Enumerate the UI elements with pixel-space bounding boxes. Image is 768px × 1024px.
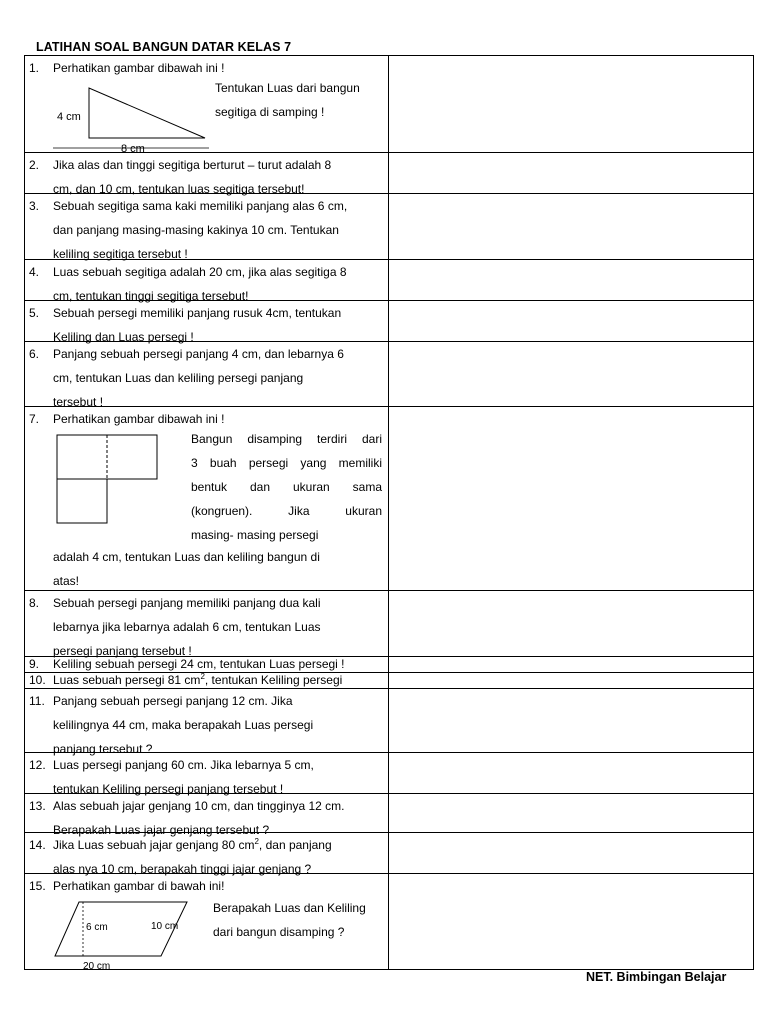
answer-cell-4[interactable] — [389, 260, 753, 300]
question-row-13 — [25, 793, 753, 837]
question-row-6 — [25, 341, 753, 409]
side-text: Berapakah Luas dan Keliling — [213, 901, 366, 915]
question-text: tersebut ! — [53, 395, 104, 409]
question-text: Perhatikan gambar dibawah ini ! — [53, 412, 225, 426]
side-text: (kongruen). Jika ukuran — [191, 504, 382, 518]
question-row-14 — [25, 832, 753, 876]
question-text: atas! — [53, 574, 80, 588]
question-number: 12. — [29, 758, 46, 772]
side-text: segitiga di samping ! — [215, 105, 325, 119]
answer-cell-10[interactable] — [389, 673, 753, 688]
question-number: 3. — [29, 199, 40, 213]
question-text: , dan panjang — [258, 838, 332, 852]
question-text: adalah 4 cm, tentukan Luas dan keliling bangun di — [53, 550, 320, 564]
question-text: tentukan Keliling persegi panjang tersebut ! — [53, 782, 284, 796]
question-text: alas nya 10 cm, berapakah tinggi jajar genjang ? — [53, 862, 312, 876]
question-text: Luas sebuah segitiga adalah 20 cm, jika alas segitiga 8 — [53, 265, 347, 279]
question-cell-5 — [25, 301, 389, 344]
answer-cell-7[interactable] — [389, 407, 753, 590]
question-text: panjang tersebut ? — [53, 742, 153, 756]
question-number: 6. — [29, 347, 40, 361]
question-cell-2 — [25, 153, 389, 196]
question-text: Sebuah persegi panjang memiliki panjang dua kali — [53, 596, 321, 610]
parallelogram-base-label: 20 cm — [83, 961, 111, 970]
answer-cell-1[interactable] — [389, 56, 753, 152]
question-row-4 — [25, 259, 753, 303]
side-text: masing- masing persegi — [191, 528, 319, 542]
question-row-1 — [25, 56, 753, 152]
question-text: Sebuah persegi memiliki panjang rusuk 4cm, tentukan — [53, 306, 342, 320]
answer-cell-13[interactable] — [389, 794, 753, 832]
question-number: 11. — [29, 694, 45, 708]
question-row-11 — [25, 688, 753, 756]
question-cell-3 — [25, 194, 389, 259]
question-row-8 — [25, 590, 753, 656]
question-text: Perhatikan gambar di bawah ini! — [53, 879, 225, 893]
question-cell-9 — [25, 657, 389, 672]
question-text: Jika alas dan tinggi segitiga berturut – turut adalah 8 — [53, 158, 332, 172]
question-number: 14. — [29, 838, 46, 852]
answer-cell-8[interactable] — [389, 591, 753, 656]
side-text: Tentukan Luas dari bangun — [215, 81, 360, 95]
question-row-10 — [25, 672, 753, 688]
question-cell-14 — [25, 833, 389, 876]
question-text: persegi panjang tersebut ! — [53, 644, 192, 658]
question-number: 10. — [29, 673, 46, 687]
question-row-15 — [25, 873, 753, 969]
question-text: Luas persegi panjang 60 cm. Jika lebarnya 5 cm, — [53, 758, 314, 772]
page-title: LATIHAN SOAL BANGUN DATAR KELAS 7 — [36, 40, 292, 54]
question-text: cm, tentukan Luas dan keliling persegi panjang — [53, 371, 304, 385]
question-cell-6 — [25, 342, 389, 409]
question-text: Keliling dan Luas persegi ! — [53, 330, 194, 344]
question-cell-11 — [25, 689, 389, 756]
question-text: Panjang sebuah persegi panjang 12 cm. Jika — [53, 694, 293, 708]
question-number: 8. — [29, 596, 40, 610]
parallelogram-side-label: 10 cm — [151, 921, 179, 932]
side-text: 3 buah persegi yang memiliki — [191, 456, 382, 470]
question-number: 1. — [29, 61, 40, 75]
question-cell-10 — [25, 673, 389, 688]
question-text: Sebuah segitiga sama kaki memiliki panjang alas 6 cm, — [53, 199, 348, 213]
triangle-figure — [53, 82, 235, 154]
question-text: Jika Luas sebuah jajar genjang 80 cm — [53, 838, 255, 852]
question-number: 4. — [29, 265, 40, 279]
question-text: Alas sebuah jajar genjang 10 cm, dan tingginya 12 cm. — [53, 799, 345, 813]
answer-cell-6[interactable] — [389, 342, 753, 406]
question-table — [24, 55, 754, 970]
question-cell-7 — [25, 407, 389, 590]
question-number: 9. — [29, 657, 40, 671]
question-row-3 — [25, 193, 753, 259]
question-number: 5. — [29, 306, 40, 320]
question-row-9 — [25, 656, 753, 672]
question-text: dan panjang masing-masing kakinya 10 cm. Tentukan — [53, 223, 339, 237]
question-number: 2. — [29, 158, 40, 172]
footer-credit: NET. Bimbingan Belajar — [586, 970, 727, 984]
answer-cell-2[interactable] — [389, 153, 753, 193]
question-cell-13 — [25, 794, 389, 837]
answer-cell-14[interactable] — [389, 833, 753, 873]
question-text: cm, tentukan tinggi segitiga tersebut! — [53, 289, 249, 303]
triangle-height-label: 4 cm — [57, 111, 81, 123]
question-row-12 — [25, 752, 753, 796]
question-row-5 — [25, 300, 753, 344]
question-number: 7. — [29, 412, 40, 426]
question-cell-15 — [25, 874, 389, 969]
question-text: lebarnya jika lebarnya adalah 6 cm, tentukan Luas — [53, 620, 321, 634]
question-row-2 — [25, 152, 753, 196]
answer-cell-3[interactable] — [389, 194, 753, 259]
side-text: Bangun disamping terdiri dari — [191, 432, 382, 446]
square-shape-figure — [55, 433, 159, 525]
answer-cell-5[interactable] — [389, 301, 753, 341]
question-cell-12 — [25, 753, 389, 796]
question-number: 13. — [29, 799, 46, 813]
answer-cell-12[interactable] — [389, 753, 753, 793]
question-number: 15. — [29, 879, 46, 893]
triangle-base-label: 8 cm — [121, 143, 145, 154]
question-cell-8 — [25, 591, 389, 656]
superscript: 2 — [200, 672, 205, 681]
question-text: Keliling sebuah persegi 24 cm, tentukan Luas persegi ! — [53, 657, 345, 671]
question-text: Perhatikan gambar dibawah ini ! — [53, 61, 225, 75]
question-cell-4 — [25, 260, 389, 303]
superscript: 2 — [254, 837, 259, 846]
answer-cell-9[interactable] — [389, 657, 753, 672]
parallelogram-height-label: 6 cm — [86, 922, 108, 933]
question-text: Berapakah Luas jajar genjang tersebut ? — [53, 823, 270, 837]
side-text: dari bangun disamping ? — [213, 925, 345, 939]
question-text: cm, dan 10 cm, tentukan luas segitiga tersebut! — [53, 182, 305, 196]
question-text: , tentukan Keliling persegi — [204, 673, 343, 687]
parallelogram-figure — [53, 898, 193, 970]
question-text: kelilingnya 44 cm, maka berapakah Luas persegi — [53, 718, 314, 732]
side-text: bentuk dan ukuran sama — [191, 480, 382, 494]
question-text: Luas sebuah persegi 81 cm — [53, 673, 201, 687]
question-row-7 — [25, 406, 753, 590]
question-cell-1 — [25, 56, 389, 152]
answer-cell-11[interactable] — [389, 689, 753, 752]
answer-cell-15[interactable] — [389, 874, 753, 969]
question-text: Panjang sebuah persegi panjang 4 cm, dan lebarnya 6 — [53, 347, 344, 361]
question-text: keliling segitiga tersebut ! — [53, 247, 188, 261]
